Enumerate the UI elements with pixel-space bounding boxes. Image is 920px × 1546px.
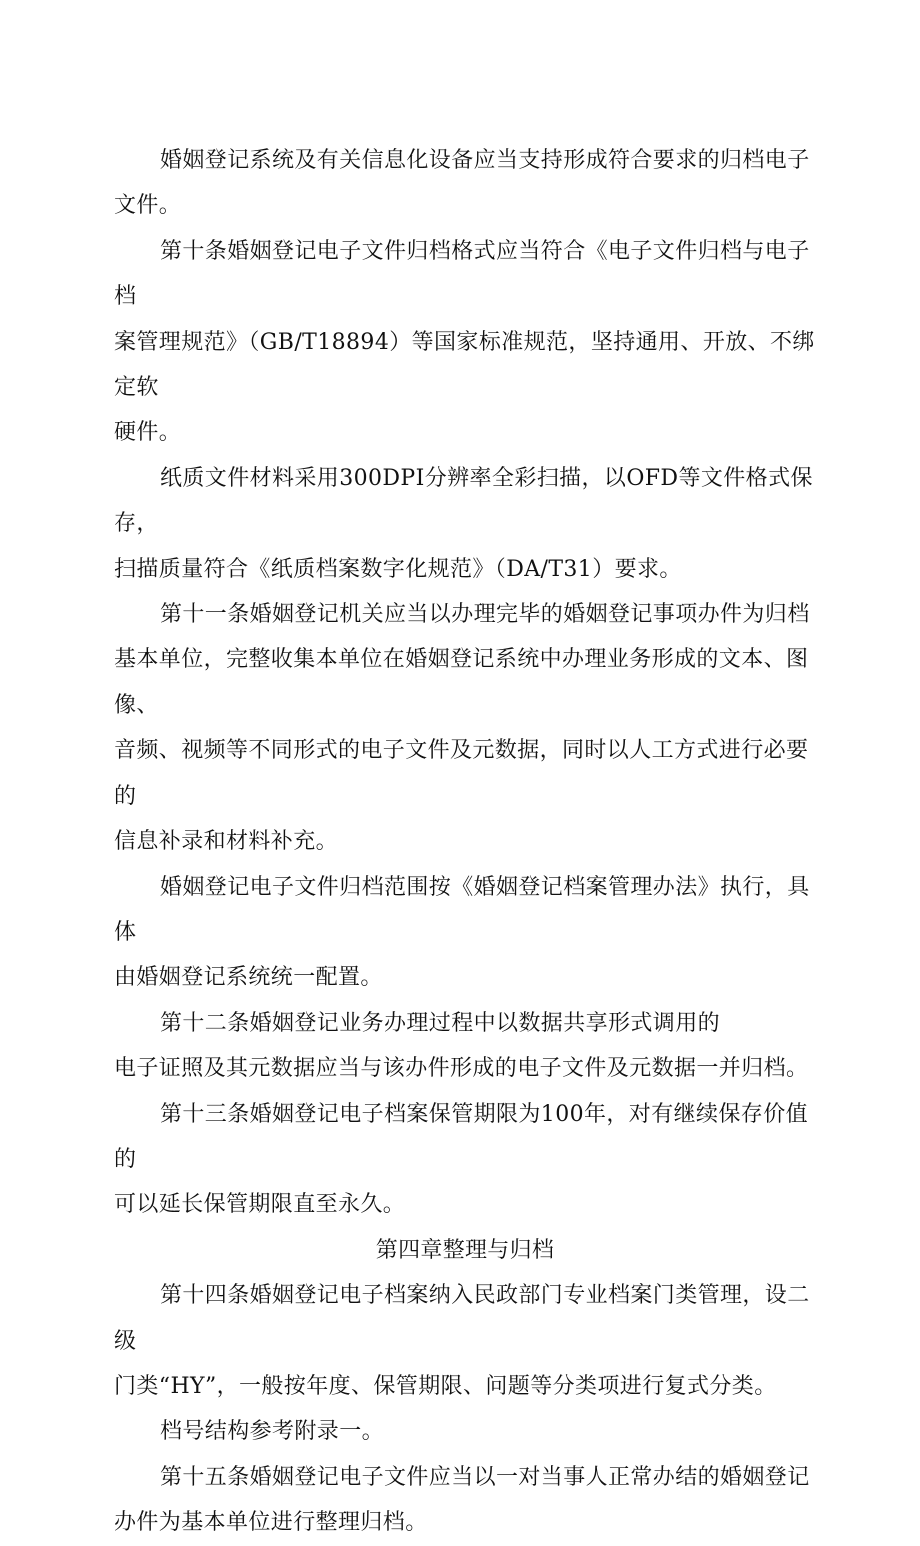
text-line: 档号结构参考附录一。 bbox=[160, 1419, 385, 1445]
paragraph-p1 bbox=[114, 138, 816, 229]
paragraph-p4 bbox=[114, 592, 816, 864]
text-line: 第十三条婚姻登记电子档案保管期限为100年，对有继续保存价值的 bbox=[114, 1101, 808, 1172]
document-body bbox=[114, 138, 816, 1546]
text-line: 第十条婚姻登记电子文件归档格式应当符合《电子文件归档与电子档 bbox=[114, 238, 810, 310]
text-line: 纸质文件材料采用300DPI分辨率全彩扫描，以OFD等文件格式保存， bbox=[114, 465, 813, 537]
text-line: 文件。 bbox=[114, 193, 182, 219]
text-line: 婚姻登记电子文件归档范围按《婚姻登记档案管理办法》执行，具体 bbox=[114, 874, 810, 945]
paragraph-p3 bbox=[114, 456, 816, 592]
text-line: 第十二条婚姻登记业务办理过程中以数据共享形式调用的 bbox=[160, 1010, 721, 1036]
text-line: 电子证照及其元数据应当与该办件形成的电子文件及元数据一并归档。 bbox=[114, 1056, 809, 1082]
text-line: 第十四条婚姻登记电子档案纳入民政部门专业档案门类管理，设二级 bbox=[114, 1283, 810, 1354]
text-line: 信息补录和材料补充。 bbox=[114, 829, 339, 855]
text-line: 第十一条婚姻登记机关应当以办理完毕的婚姻登记事项办件为归档 bbox=[160, 602, 810, 628]
paragraph-p8 bbox=[114, 1273, 816, 1409]
paragraph-p5 bbox=[114, 865, 816, 1001]
text-line: 扫描质量符合《纸质档案数字化规范》（DA/T31）要求。 bbox=[114, 556, 682, 582]
paragraph-p9 bbox=[114, 1409, 816, 1454]
text-line: 办件为基本单位进行整理归档。 bbox=[114, 1510, 428, 1536]
text-line: 门类“HY”，一般按年度、保管期限、问题等分类项进行复式分类。 bbox=[114, 1373, 777, 1399]
paragraph-p10 bbox=[114, 1455, 816, 1546]
text-line: 硬件。 bbox=[114, 420, 182, 446]
paragraph-p2 bbox=[114, 229, 816, 456]
text-line: 婚姻登记系统及有关信息化设备应当支持形成符合要求的归档电子 bbox=[160, 148, 810, 173]
text-line: 音频、视频等不同形式的电子文件及元数据，同时以人工方式进行必要的 bbox=[114, 738, 809, 809]
paragraph-p7 bbox=[114, 1092, 816, 1228]
text-line: 由婚姻登记系统统一配置。 bbox=[114, 965, 383, 991]
paragraph-p6 bbox=[114, 1001, 816, 1092]
text-line: 案管理规范》（GB/T18894）等国家标准规范，坚持通用、开放、不绑定软 bbox=[114, 329, 815, 401]
text-line: 可以延长保管期限直至永久。 bbox=[114, 1192, 406, 1218]
chapter-heading: 第四章整理与归档 bbox=[375, 1237, 555, 1263]
text-line: 第十五条婚姻登记电子文件应当以一对当事人正常办结的婚姻登记 bbox=[160, 1464, 810, 1490]
text-line: 基本单位，完整收集本单位在婚姻登记系统中办理业务形成的文本、图像、 bbox=[114, 647, 809, 718]
